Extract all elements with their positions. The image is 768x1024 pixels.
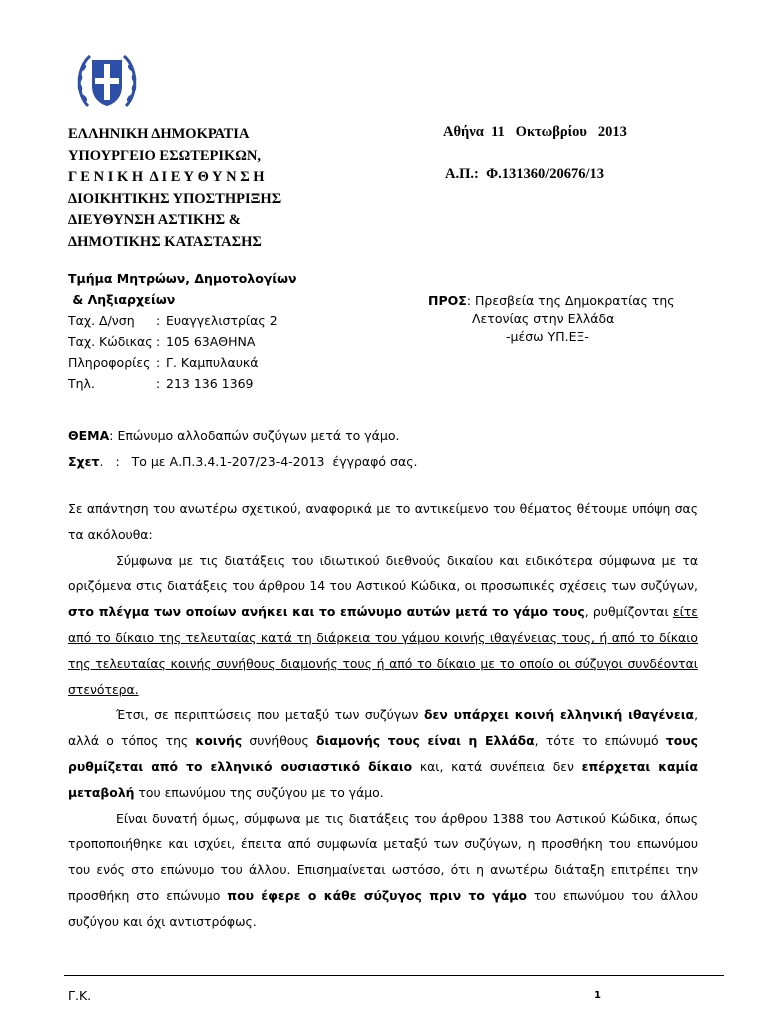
department — [68, 268, 297, 310]
subject-label: ΘΕΜΑ — [68, 428, 110, 443]
page-number: 1 — [594, 990, 601, 1001]
paragraph-article-14 — [68, 548, 698, 703]
text-run: , τότε το επώνυμό — [534, 733, 666, 749]
contact-value: 213 136 1369 — [166, 376, 254, 391]
contact-sep: : — [156, 355, 161, 370]
contact-row — [68, 331, 278, 352]
sender-line: ΕΛΛΗΝΙΚΗ ΔΗΜΟΚΡΑΤΙΑ — [68, 126, 250, 142]
contact-row — [68, 352, 278, 373]
subject-line — [68, 428, 399, 443]
reference-label: Σχετ — [68, 454, 100, 469]
text-run: , αλλά ο τόπος της — [68, 707, 699, 749]
greek-coat-of-arms-icon — [74, 48, 140, 114]
subject-text: : Επώνυμο αλλοδαπών συζύγων μετά το γάμο. — [109, 428, 400, 443]
text-run: συνήθους — [242, 733, 317, 749]
contact-sep: : — [156, 313, 161, 328]
contact-sep: : — [156, 334, 161, 349]
text-run: και, κατά συνέπεια δεν — [412, 758, 582, 774]
protocol-number: Α.Π.: Φ.131360/20676/13 — [445, 166, 605, 182]
bold-run: δεν υπάρχει κοινή ελληνική ιθαγένεια — [423, 707, 695, 723]
contact-label: Τηλ. — [68, 376, 95, 391]
underlined-run: είτε από το δίκαιο της τελευταίας κατά τη διάρκεια του γάμου κοινής ιθαγένειας τους, ή από το δίκαιο της τελευταίας κοινής συνήθους διαμονής τους ή από το δίκαιο με το οποίο οι σύζυγοι συνδέονται στενότερα. — [68, 604, 698, 697]
contact-sep: : — [156, 376, 161, 391]
text-run: του επωνύμου της συζύγου με το γάμο. — [134, 784, 384, 800]
reference-line — [68, 454, 418, 469]
sender-line: ΔΙΕΥΘΥΝΣΗ ΑΣΤΙΚΗΣ & — [68, 212, 241, 228]
text-run: του επωνύμου του άλλου συζύγου και όχι αντιστρόφως. — [68, 887, 699, 929]
bold-run: κοινής — [195, 733, 243, 749]
letter-body — [68, 496, 698, 935]
text-run: Σύμφωνα με τις διατάξεις του ιδιωτικού διεθνούς δικαίου και ειδικότερα σύμφωνα με τα οριζόμενα στις διατάξεις του άρθρου 14 του Αστικού Κώδικα, οι προσωπικές σχέσεις των συζύγων, — [68, 552, 698, 594]
contact-info — [68, 310, 278, 394]
sender-block — [68, 124, 398, 253]
contact-row — [68, 373, 278, 394]
recipient-line: -μέσω ΥΠ.ΕΞ- — [506, 329, 589, 344]
paragraph-greek-law — [68, 702, 698, 805]
sender-line: ΥΠΟΥΡΓΕΙΟ ΕΣΩΤΕΡΙΚΩΝ, — [68, 147, 262, 164]
department-line: Τμήμα Μητρώων, Δημοτολογίων — [68, 271, 297, 286]
contact-value: Ευαγγελιστρίας 2 — [166, 313, 278, 328]
department-line: & Ληξιαρχείων — [68, 292, 176, 307]
bold-run: διαμονής τους είναι η Ελλάδα — [316, 733, 535, 749]
contact-value: 105 63ΑΘΗΝΑ — [166, 334, 256, 349]
footer-divider — [64, 975, 724, 976]
sender-line: ΔΗΜΟΤΙΚΗΣ ΚΑΤΑΣΤΑΣΗΣ — [68, 233, 262, 250]
text-run: Είναι δυνατή όμως, σύμφωνα με τις διατάξεις του άρθρου 1388 του Αστικού Κώδικα, όπως τροποποιήθηκε και ισχύει, έπειτα από συμφωνία μεταξύ των συζύγων, η προσθήκη του επωνύμου του ενός στο επώνυμο του άλλου. Επισημαίνεται ωστόσο, ότι η ανωτέρω διάταξη επιτρέπει την προσθήκη στο επώνυμο — [68, 810, 698, 903]
intro-paragraph: Σε απάντηση του ανωτέρω σχετικού, αναφορικά με το αντικείμενο του θέματος θέτουμε υπόψη σας τα ακόλουθα: — [68, 501, 698, 542]
footer-initials: Γ.Κ. — [68, 988, 92, 1003]
recipient-line: Λετονίας στην Ελλάδα — [472, 311, 615, 326]
contact-row — [68, 310, 278, 331]
recipient-label: ΠΡΟΣ — [428, 293, 467, 308]
text-run: Έτσι, σε περιπτώσεις που μεταξύ των συζύγων — [116, 707, 424, 723]
paragraph-article-1388 — [68, 806, 698, 935]
sender-line: ΔΙΟΙΚΗΤΙΚΗΣ ΥΠΟΣΤΗΡΙΞΗΣ — [68, 190, 282, 207]
contact-label: Ταχ. Δ/νση — [68, 313, 135, 328]
contact-value: Γ. Καμπυλαυκά — [166, 355, 259, 370]
bold-run: στο πλέγμα των οποίων ανήκει και το επώνυμο αυτών μετά το γάμο τους — [68, 604, 585, 620]
sender-line: Γ Ε Ν Ι Κ Η Δ Ι Ε Υ Θ Υ Ν Σ Η — [68, 169, 265, 185]
contact-label: Πληροφορίες — [68, 355, 151, 370]
bold-run: που έφερε ο κάθε σύζυγος πριν το γάμο — [227, 887, 527, 903]
text-run: , ρυθμίζονται — [584, 604, 673, 620]
recipient-line — [428, 292, 698, 310]
contact-label: Ταχ. Κώδικας — [68, 334, 153, 349]
recipient-text: : Πρεσβεία της Δημοκρατίας της — [466, 293, 675, 308]
document-date: Αθήνα 11 Οκτωβρίου 2013 — [443, 124, 627, 140]
reference-text: . : Το με Α.Π.3.4.1-207/23-4-2013 έγγραφό σας. — [99, 454, 418, 469]
bold-run: τους ρυθμίζεται από το ελληνικό ουσιαστικό δίκαιο — [68, 733, 698, 774]
bold-run: επέρχεται καμία μεταβολή — [68, 758, 698, 800]
recipient-block — [428, 292, 698, 346]
